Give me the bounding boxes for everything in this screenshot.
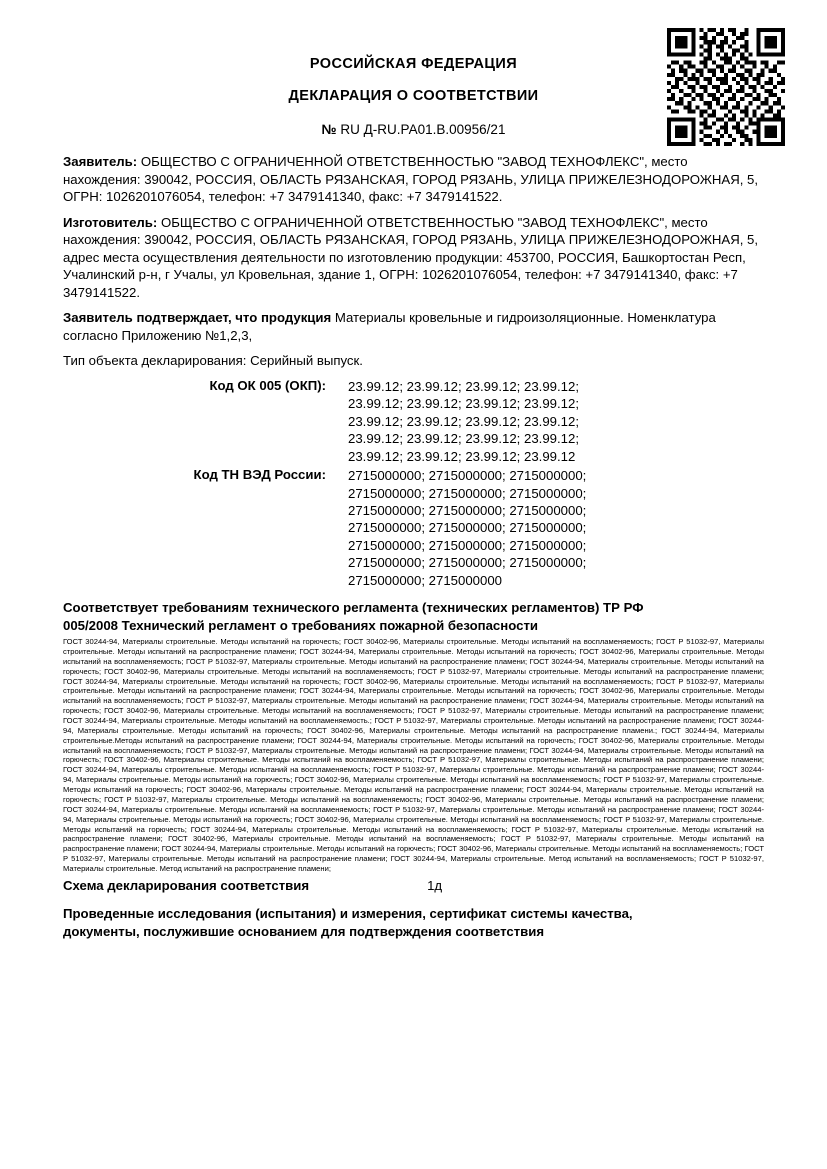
scheme-value: 1д [427,877,443,893]
scheme-label: Схема декларирования соответствия [63,877,310,893]
confirm-label: Заявитель подтверждает, что продукция [63,310,332,326]
applicant-label: Заявитель: [63,154,138,169]
tnved-value-line: 2715000000; 2715000000; 2715000000; [348,502,587,518]
okp-value-line: 23.99.12; 23.99.12; 23.99.12; 23.99.12 [348,448,576,464]
manufacturer-label: Изготовитель: [63,214,158,230]
object-type-paragraph: Тип объекта декларирования: Серийный выпуск. [63,353,363,369]
number-value: RU Д-RU.РА01.В.00956/21 [340,122,506,137]
manufacturer-paragraph [63,214,764,302]
tnved-values [348,467,586,589]
qr-code-icon [667,28,785,146]
tnved-value-line: 2715000000; 2715000000; 2715000000; [348,468,587,484]
document-body [0,153,827,942]
country-title: РОССИЙСКАЯ ФЕДЕРАЦИЯ [309,56,518,72]
okp-label: Код ОК 005 (ОКП): [209,378,326,394]
evidence-line-2: документы, послужившие основанием для подтверждения соответствия [63,924,545,940]
okp-values [348,378,579,465]
okp-value-line: 23.99.12; 23.99.12; 23.99.12; 23.99.12; [348,413,579,429]
evidence-line-1: Проведенные исследования (испытания) и измерения, сертификат системы качества, [63,905,633,921]
okp-code-row [63,378,764,465]
tnved-value-line: 2715000000; 2715000000; 2715000000; [348,520,587,536]
compliance-heading [63,599,764,634]
document-title: ДЕКЛАРАЦИЯ О СООТВЕТСТВИИ [288,88,539,104]
product-confirmation-paragraph [63,309,764,344]
manufacturer-text: ОБЩЕСТВО С ОГРАНИЧЕННОЙ ОТВЕТСТВЕННОСТЬЮ "ЗАВОД ТЕХНОФЛЕКС", место нахождения: 390042, РОССИЯ, ОБЛАСТЬ РЯЗАНСКАЯ, ГОРОД РЯЗАНЬ, УЛИЦА ПРИЖЕЛЕЗНОДОРОЖНАЯ, 5, адрес места осуществления деятельности по изготовлению продукции: 453700, РОССИЯ, Башкортостан Респ, Учалинский р-н, г Учалы, ул Кровельная, здание 1, ОГРН: 1026201076054, телефон: +7 3479141340, факс: +7 3479141522. [63,214,759,300]
tnved-code-row [63,467,764,589]
declaration-scheme-row [63,878,764,893]
okp-value-line: 23.99.12; 23.99.12; 23.99.12; 23.99.12; [348,379,579,395]
tnved-value-line: 2715000000; 2715000000; 2715000000; [348,537,587,553]
okp-value-line: 23.99.12; 23.99.12; 23.99.12; 23.99.12; [348,431,579,447]
number-sign: № [321,122,337,137]
tnved-value-line: 2715000000; 2715000000; 2715000000; [348,555,587,571]
confirm-text: Материалы кровельные и гидроизоляционные. Номенклатура согласно Приложению №1,2,3, [63,310,716,343]
compliance-line-1: Соответствует требованиям технического регламента (технических регламентов) ТР РФ [63,600,644,616]
standards-list: ГОСТ 30244-94, Материалы строительные. Методы испытаний на горючесть; ГОСТ 30402-96, Материалы строительные. Методы испытаний на воспламеняемость; ГОСТ Р 51032-97, Материалы строительные. Методы испытаний на распространение пламени; ГОСТ 30244-94, Материалы строительные. Методы испытаний на горючесть; ГОСТ 30402-96, Материалы строительные. Методы испытаний на воспламеняемость; ГОСТ Р 51032-97, Материалы строительные. Методы испытаний на распространение пламени; ГОСТ 30244-94, Материалы строительные. Методы испытаний на горючесть; ГОСТ 30402-96, Материалы строительные. Методы испытаний на воспламеняемость; ГОСТ Р 51032-97, Материалы строительные. Методы испытаний на распространение пламени; ГОСТ 30244-94, Материалы строительные. Методы испытаний на горючесть; ГОСТ 30402-96, Материалы строительные. Методы испытаний на воспламеняемость; ГОСТ Р 51032-97, Материалы строительные. Методы испытаний на распространение пламени; ГОСТ 30244-94, Материалы строительные. Методы испытаний на горючесть; ГОСТ 30402-96, Материалы строительные. Методы испытаний на воспламеняемость; ГОСТ Р 51032-97, Материалы строительные. Методы испытаний на распространение пламени; ГОСТ 30244-94, Материалы строительные. Методы испытаний на горючесть; ГОСТ 30402-96, Материалы строительные. Методы испытаний на воспламеняемость; ГОСТ Р 51032-97, Материалы строительные. Методы испытаний на распространение пламени; ГОСТ 30244-94, Материалы строительные. Методы испытаний на воспламеняемость.; ГОСТ Р 51032-97, Материалы строительные. Методы испытаний на распространение пламени; ГОСТ 30244-94, Материалы строительные. Методы испытаний на горючесть; ГОСТ 30402-96, Материалы строительные. Методы испытаний на распространение пламени.; ГОСТ 30244-94, Материалы строительные.Методы испытаний на распространение пламени; ГОСТ 30244-94, Материалы строительные. Методы испытаний на горючесть; ГОСТ 30402-96, Материалы строительные. Методы испытаний на воспламеняемость; ГОСТ Р 51032-97, Материалы строительные. Методы испытаний на распространение пламени; ГОСТ 30244-94, Материалы строительные. Методы испытаний на горючесть; ГОСТ 30402-96, Материалы строительные. Методы испытаний на воспламеняемость; ГОСТ Р 51032-97, Материалы строительные. Методы испытаний на распространение пламени; ГОСТ 30244-94, Материалы строительные. Методы испытаний на воспламеняемость; ГОСТ Р 51032-97, Материалы строительные. Методы испытаний на распространение пламени; ГОСТ 30244-94, Материалы строительные. Методы испытаний на горючесть; ГОСТ 30402-96, Материалы строительные. Методы испытаний на воспламеняемость; ГОСТ Р 51032-97, Материалы строительные. Методы испытаний на горючесть; ГОСТ 30402-96, Материалы строительные. Методы испытаний на распространение пламени; ГОСТ 30244-94, Материалы строительные. Методы испытаний на горючесть; ГОСТ Р 51032-97, Материалы строительные. Методы испытаний на воспламеняемость; ГОСТ 30402-96, Материалы строительные. Методы испытаний на распространение пламени; ГОСТ 30244-94, Материалы строительные. Методы испытаний на воспламеняемость; ГОСТ Р 51032-97, Материалы строительные. Методы испытаний на распространение пламени; ГОСТ 30244-94, Материалы строительные. Методы испытаний на горючесть; ГОСТ 30402-96, Материалы строительные. Методы испытаний на воспламеняемость; ГОСТ Р 51032-97, Материалы строительные. Методы испытаний на горючесть; ГОСТ 30244-94, Материалы строительные. Методы испытаний на воспламеняемость; ГОСТ Р 51032-97, Материалы строительные. Методы испытаний на распространение пламени; ГОСТ 30402-96, Материалы строительные. Методы испытаний на воспламеняемость; ГОСТ Р 51032-97, Материалы строительные. Методы испытаний на распространение пламени; ГОСТ 30244-94, Материалы строительные. Методы испытаний на горючесть; ГОСТ 30402-96, Материалы строительные. Методы испытаний на воспламеняемость; ГОСТ Р 51032-97, Материалы строительные. Методы испытаний на распространение пламени; ГОСТ 30244-94, Материалы строительные. Метод испытаний на воспламеняемость; ГОСТ Р 51032-97, Материалы строительные. Метод испытаний на распространение пламени; [63,637,764,873]
compliance-line-2: 005/2008 Технический регламент о требованиях пожарной безопасности [63,617,539,633]
okp-value-line: 23.99.12; 23.99.12; 23.99.12; 23.99.12; [348,396,579,412]
tnved-label: Код ТН ВЭД России: [193,467,326,483]
applicant-paragraph [63,153,764,206]
applicant-text: ОБЩЕСТВО С ОГРАНИЧЕННОЙ ОТВЕТСТВЕННОСТЬЮ "ЗАВОД ТЕХНОФЛЕКС", место нахождения: 390042, РОССИЯ, ОБЛАСТЬ РЯЗАНСКАЯ, ГОРОД РЯЗАНЬ, УЛИЦА ПРИЖЕЛЕЗНОДОРОЖНАЯ, 5, ОГРН: 1026201076054, телефон: +7 3479141340, факс: +7 3479141522. [63,154,759,205]
tnved-value-line: 2715000000; 2715000000; 2715000000; [348,485,587,501]
evidence-heading [63,905,764,942]
tnved-value-line: 2715000000; 2715000000 [348,572,503,588]
